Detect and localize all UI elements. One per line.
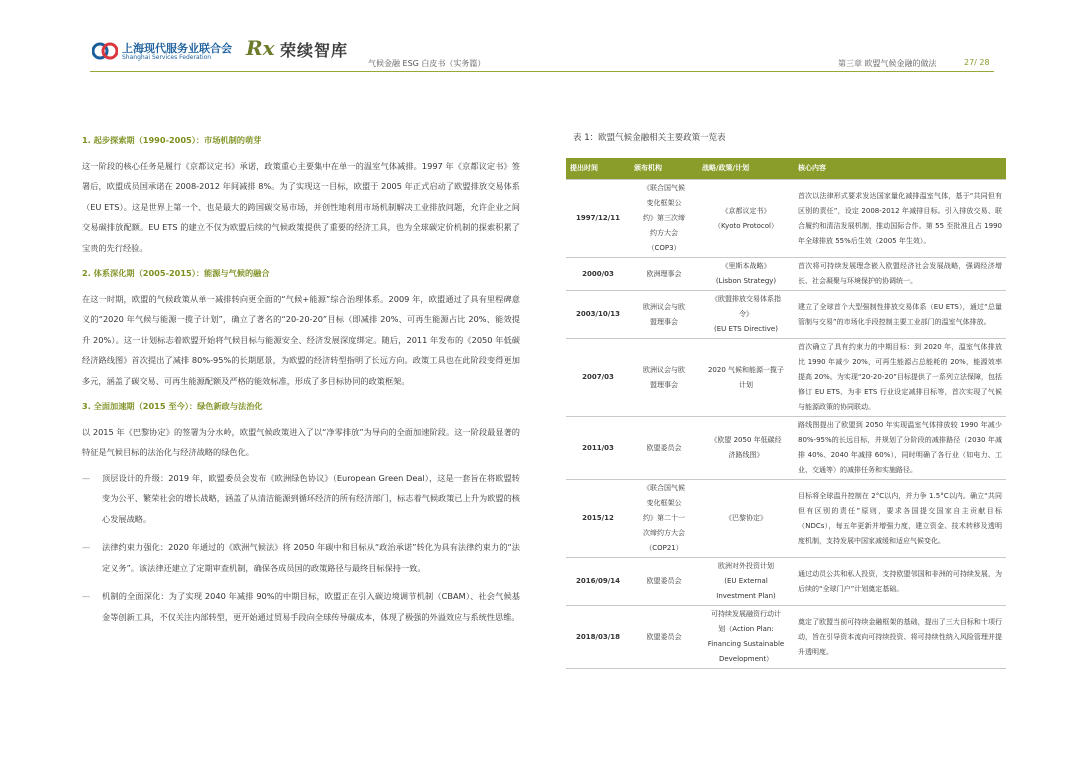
think-tank-name: 荣续智库: [280, 41, 349, 60]
table-caption: 表 1：欧盟气候金融相关主要政策一览表: [573, 133, 726, 143]
cell-policy-line: 《京都议定书》: [721, 206, 771, 215]
section-heading-2: 2. 体系深化期（2005-2015）：能源与气候的融合: [82, 268, 270, 278]
section-heading-1: 1. 起步探索期（1990-2005）：市场机制的萌芽: [82, 135, 262, 145]
cell-policy-line: 《欧盟 2050 年低碳经: [710, 436, 782, 444]
cell-agency-line: 次缔约方大会: [643, 529, 685, 537]
cell-content: 奠定了欧盟当前可持续金融框架的基础，提出了三大目标和十项行动，旨在引导资本流向可持续投资、将可持续性纳入风险管理并提升透明度。: [794, 606, 1006, 669]
cell-policy: [698, 339, 794, 417]
table-row: [566, 558, 1006, 606]
cell-content: 建立了全球首个大型强制性排放交易体系（EU ETS），通过“总量管制与交易”的市场化手段控制主要工业部门的温室气体排放。: [794, 291, 1006, 339]
cell-agency-line: 《联合国气候: [643, 184, 685, 192]
bullet-text: 法律约束力强化：2020 年通过的《欧洲气候法》将 2050 年碳中和目标从“政治承诺”转化为具有法律约束力的“法定义务”。该法律还建立了定期审查机制，确保各成员国的政策路径与最终目标保持一致。: [102, 542, 520, 573]
cell-agency-line: 盟理事会: [650, 380, 678, 389]
cell-date: 2011/03: [566, 417, 630, 480]
cell-content: 首次确立了具有约束力的中期目标：到 2020 年，温室气体排放比 1990 年减少 20%，可再生能源占总能耗的 20%，能源效率提高 20%。为实现“20-20-20”目标提供了一系列立法保障，包括修订 EU ETS、为非 ETS 行业设定减排目标等，首次实现了气候与能源政策的协同联动。: [794, 339, 1006, 417]
cell-agency-line: 欧盟委员会: [646, 577, 682, 585]
cell-agency-line: 变化框架公: [646, 199, 682, 207]
table-row: [566, 417, 1006, 480]
cell-agency-line: 欧洲理事会: [646, 269, 682, 278]
table-row: [566, 339, 1006, 417]
bullet-item: [82, 468, 520, 530]
header-content: 核心内容: [794, 158, 1006, 180]
cell-policy-line: (EU ETS Directive): [714, 325, 778, 333]
cell-policy: [698, 258, 794, 291]
cell-policy-line: 2020 气候和能源一揽子: [707, 365, 785, 374]
cell-date: 2018/03/18: [566, 606, 630, 669]
shanghai-services-federation-logo: [92, 38, 252, 68]
rx-logo-mark: Rx: [246, 36, 275, 60]
cell-policy-line: Financing Sustainable: [707, 640, 785, 648]
section-heading-3: 3. 全面加速期（2015 至今）：绿色新政与法治化: [82, 401, 263, 411]
federation-name-cn: 上海现代服务业联合会: [122, 42, 232, 55]
header-policy: 战略/政策/计划: [698, 158, 794, 180]
bullet-dash: —: [82, 542, 91, 552]
cell-policy-line: 计划: [739, 380, 753, 389]
cell-agency: [630, 180, 698, 258]
cell-date: 2015/12: [566, 480, 630, 558]
cell-policy-line: 可持续发展融资行动计: [711, 610, 781, 618]
cell-policy-line: （Kyoto Protocol）: [714, 221, 778, 230]
cell-policy-line: 划（Action Plan:: [718, 625, 774, 633]
federation-name-en: Shanghai Services Federation: [122, 54, 212, 61]
cell-policy-line: (EU External: [724, 577, 768, 585]
chapter-title: 第三章 欧盟气候金融的做法: [838, 59, 937, 68]
cell-policy-line: 《里斯本战略》: [721, 262, 771, 270]
cell-agency-line: 欧洲议会与欧: [643, 365, 685, 374]
paragraph-1: 这一阶段的核心任务是履行《京都议定书》承诺，政策重心主要集中在单一的温室气体减排。1997 年《京都议定书》签署后，欧盟成员国承诺在 2008-2012 年间减排 8%。为了实现这一目标，欧盟于 2005 年正式启动了欧盟排放交易体系（EU ETS）。这是世界上第一个、也是最大的跨国碳交易市场，并创性地利用市场机制解决工业排放问题，允许企业之间交易碳排放配额。EU ETS 的建立不仅为欧盟后续的气候政策提供了重要的经济工具，也为全球碳定价机制的探索积累了宝贵的先行经验。: [82, 160, 520, 253]
cell-agency: [630, 291, 698, 339]
cell-content: 首次将可持续发展理念嵌入欧盟经济社会发展战略，强调经济增长、社会凝聚与环境保护的协调统一。: [794, 258, 1006, 291]
header-date: 提出时间: [566, 158, 630, 180]
bullet-dash: —: [82, 472, 91, 483]
header-divider: [90, 71, 994, 72]
cell-agency-line: 约》第三次缔: [643, 214, 685, 222]
cell-date: 2016/09/14: [566, 558, 630, 606]
cell-policy: [698, 417, 794, 480]
policy-table: [566, 158, 1006, 669]
bullet-text: 机制的全面深化：为了实现 2040 年减排 90%的中期目标，欧盟正在引入碳边境调节机制（CBAM）、社会气候基金等创新工具，不仅关注内部转型，更开始通过贸易手段向全球传导碳成本，体现了极强的外溢效应与系统性思维。: [102, 591, 520, 622]
header-agency: 颁布机构: [630, 158, 698, 180]
cell-policy-line: (Lisbon Strategy): [715, 277, 777, 285]
table-row: [566, 606, 1006, 669]
bullet-dash: —: [82, 591, 91, 601]
cell-policy: [698, 558, 794, 606]
cell-policy-line: 令》: [739, 310, 753, 318]
cell-agency: [630, 606, 698, 669]
cell-agency: [630, 558, 698, 606]
page-number: 27/ 28: [964, 58, 990, 67]
federation-logo-icon: [92, 40, 118, 62]
cell-agency-line: 约方大会: [650, 229, 678, 237]
cell-agency: [630, 339, 698, 417]
cell-policy: [698, 180, 794, 258]
cell-agency-line: 盟理事会: [650, 317, 678, 326]
bullet-item: [82, 537, 520, 578]
cell-date: 1997/12/11: [566, 180, 630, 258]
cell-policy-line: 《巴黎协定》: [725, 514, 767, 522]
paragraph-2: 在这一时期，欧盟的气候政策从单一减排转向更全面的“气候+能源”综合治理体系。2009 年，欧盟通过了具有里程碑意义的“2020 年气候与能源一揽子计划”，确立了著名的“20-20-20”目标（即减排 20%、可再生能源占比 20%、能效提升 20%）。这一计划标志着欧盟开始将气候目标与能源安全、经济发展深度绑定。随后，2011 年发布的《2050 年低碳经济路线图》首次提出了减排 80%-95%的长期愿景，为欧盟的经济转型指明了长远方向。政策工具也在此阶段变得更加多元，涵盖了碳交易、可再生能源配额及严格的能效标准，形成了多目标协同的政策框架。: [82, 293, 520, 386]
cell-policy-line: Development）: [718, 655, 774, 663]
cell-policy-line: 欧洲对外投资计划: [718, 562, 774, 570]
cell-content: 路线图提出了欧盟到 2050 年实现温室气体排放较 1990 年减少 80%-95%的长远目标，并规划了分阶段的减排路径（2030 年减排 40%、2040 年减排 60%），同时明确了各行业（如电力、工业、交通等）的减排任务和实施路径。: [794, 417, 1006, 480]
cell-agency-line: 欧洲议会与欧: [643, 302, 685, 311]
cell-agency-line: 欧盟委员会: [646, 443, 682, 452]
cell-policy-line: 《欧盟排放交易体系指: [711, 295, 781, 303]
cell-agency: [630, 480, 698, 558]
cell-agency-line: 约》第二十一: [643, 514, 685, 522]
cell-policy-line: 济路线图》: [728, 451, 764, 459]
cell-policy-line: Investment Plan): [716, 592, 776, 600]
bullet-text: 顶层设计的升级：2019 年，欧盟委员会发布《欧洲绿色协议》（European Green Deal），这是一套旨在将欧盟转变为公平、繁荣社会的增长战略，涵盖了从清洁能源到循环经济的所有经济部门，标志着气候政策已上升为欧盟的核心发展战略。: [102, 472, 520, 524]
cell-agency-line: （COP21）: [645, 544, 683, 552]
cell-policy: [698, 291, 794, 339]
cell-policy: [698, 606, 794, 669]
cell-agency: [630, 417, 698, 480]
cell-content: 首次以法律形式要求发达国家量化减排温室气体，基于“共同但有区别的责任”，设定 2008-2012 年减排目标。引入排放交易、联合履约和清洁发展机制，推动国际合作。第 55 至批准且占 1990 年全球排放 55%后生效（2005 年生效）。: [794, 180, 1006, 258]
table-body: [566, 180, 1006, 669]
cell-agency-line: 变化框架公: [646, 499, 682, 507]
cell-date: 2003/10/13: [566, 291, 630, 339]
paragraph-3: 以 2015 年《巴黎协定》的签署为分水岭，欧盟气候政策进入了以“净零排放”为导向的全面加速阶段。这一阶段最显著的特征是气候目标的法治化与经济战略的绿色化。: [82, 426, 520, 457]
table-row: [566, 291, 1006, 339]
cell-agency-line: 《联合国气候: [643, 484, 685, 492]
table-header-row: [566, 158, 1006, 180]
cell-agency: [630, 258, 698, 291]
cell-agency-line: 欧盟委员会: [646, 632, 682, 641]
cell-content: 目标将全球温升控制在 2°C以内，并力争 1.5°C以内。确立“共同但有区别的责任”原则，要求各国提交国家自主贡献目标（NDCs），每五年更新并增强力度，建立资金、技术转移及透明度机制，支持发展中国家减缓和适应气候变化。: [794, 480, 1006, 558]
cell-policy: [698, 480, 794, 558]
table-row: [566, 258, 1006, 291]
cell-date: 2007/03: [566, 339, 630, 417]
bullet-item: [82, 586, 520, 627]
cell-agency-line: （COP3）: [647, 244, 681, 252]
cell-date: 2000/03: [566, 258, 630, 291]
body-text-column: [82, 130, 520, 635]
page-header: [0, 0, 1080, 80]
table-row: [566, 180, 1006, 258]
table-row: [566, 480, 1006, 558]
cell-content: 通过动员公共和私人投资，支持欧盟邻国和非洲的可持续发展，为后续的“全球门户”计划奠定基础。: [794, 558, 1006, 606]
document-title: 气候金融 ESG 白皮书（实务篇）: [368, 59, 486, 68]
